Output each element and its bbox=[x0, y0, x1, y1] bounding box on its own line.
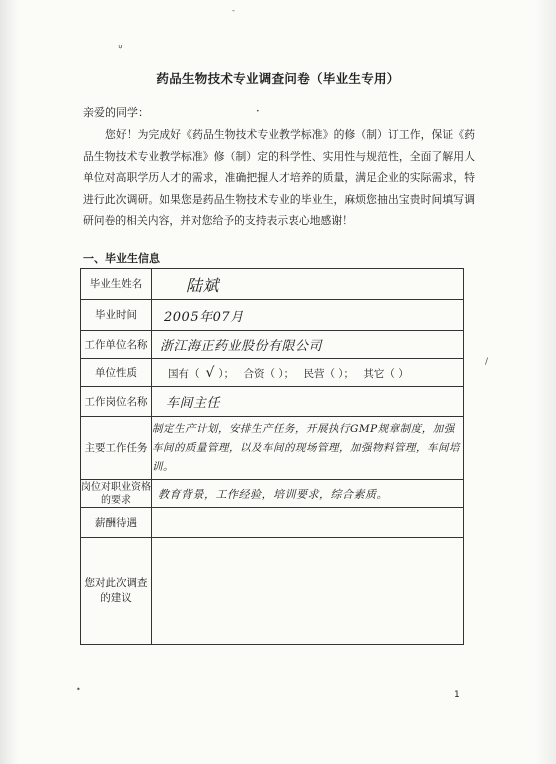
pen-mark: ᐡ bbox=[118, 42, 123, 56]
requirements-value[interactable]: 教育背景，工作经验，培训要求，综合素质。 bbox=[152, 480, 464, 508]
pen-mark: • bbox=[256, 108, 260, 115]
requirements-label: 岗位对职业资格的要求 bbox=[81, 481, 151, 506]
salary-label: 薪酬待遇 bbox=[81, 508, 152, 538]
main-tasks-value[interactable]: 制定生产计划，安排生产任务，开展执行GMP规章制度，加强车间的质量管理，以及车间的现场管理，加强物料管理，车间培训。 bbox=[152, 417, 464, 480]
check-mark-icon: √ bbox=[205, 364, 215, 381]
main-tasks-label: 主要工作任务 bbox=[81, 417, 152, 480]
graduate-info-table bbox=[80, 268, 464, 645]
table-row bbox=[81, 538, 464, 645]
position-label: 工作岗位名称 bbox=[81, 387, 152, 417]
table-row bbox=[81, 480, 464, 508]
option-joint-venture[interactable]: 合资（ ）； bbox=[243, 367, 295, 380]
table-row bbox=[81, 300, 464, 331]
table-row bbox=[81, 387, 464, 417]
name-label: 毕业生姓名 bbox=[81, 269, 152, 300]
pen-mark: / bbox=[485, 357, 489, 367]
pen-mark: • bbox=[76, 685, 81, 694]
table-row bbox=[81, 417, 464, 480]
employer-value[interactable]: 浙江海正药业股份有限公司 bbox=[152, 331, 464, 359]
page-number: 1 bbox=[454, 690, 460, 700]
position-value[interactable]: 车间主任 bbox=[152, 387, 464, 417]
greeting: 亲爱的同学： bbox=[83, 106, 149, 119]
intro-paragraph: 您好！为完成好《药品生物技术专业教学标准》的修（制）订工作，保证《药品生物技术专业教学标准》修（制）定的科学性、实用性与规范性，全面了解用人单位对高职学历人才的需求，准确把握人才培养的质量，满足企业的实际需求，特进行此次调研。如果您是药品生物技术专业的毕业生，麻烦您抽出宝贵时间填写调研问卷的相关内容，并对您给予的支持表示衷心地感谢！ bbox=[83, 128, 475, 227]
option-state-owned[interactable]: 国有（ √ ）； bbox=[168, 364, 235, 381]
employer-label: 工作单位名称 bbox=[81, 331, 152, 359]
page-title: 药品生物技术专业调查问卷（毕业生专用） bbox=[156, 71, 400, 86]
unit-type-options bbox=[152, 359, 464, 387]
name-value[interactable]: 陆斌 bbox=[152, 269, 464, 300]
option-other[interactable]: 其它（ ） bbox=[363, 367, 409, 380]
option-private[interactable]: 民营（ ）； bbox=[303, 367, 355, 380]
suggestion-label: 您对此次调查的建议 bbox=[81, 538, 152, 645]
unit-type-label: 单位性质 bbox=[81, 359, 152, 387]
graduation-time-value[interactable]: 2005年07月 bbox=[152, 300, 464, 331]
section-title: 一、毕业生信息 bbox=[83, 252, 160, 265]
graduation-time-label: 毕业时间 bbox=[81, 300, 152, 331]
table-row bbox=[81, 331, 464, 359]
table-row bbox=[81, 359, 464, 387]
suggestion-value[interactable] bbox=[152, 538, 464, 645]
table-row bbox=[81, 508, 464, 538]
table-row bbox=[81, 269, 464, 300]
salary-value[interactable] bbox=[152, 508, 464, 538]
pen-mark: - bbox=[232, 6, 235, 15]
